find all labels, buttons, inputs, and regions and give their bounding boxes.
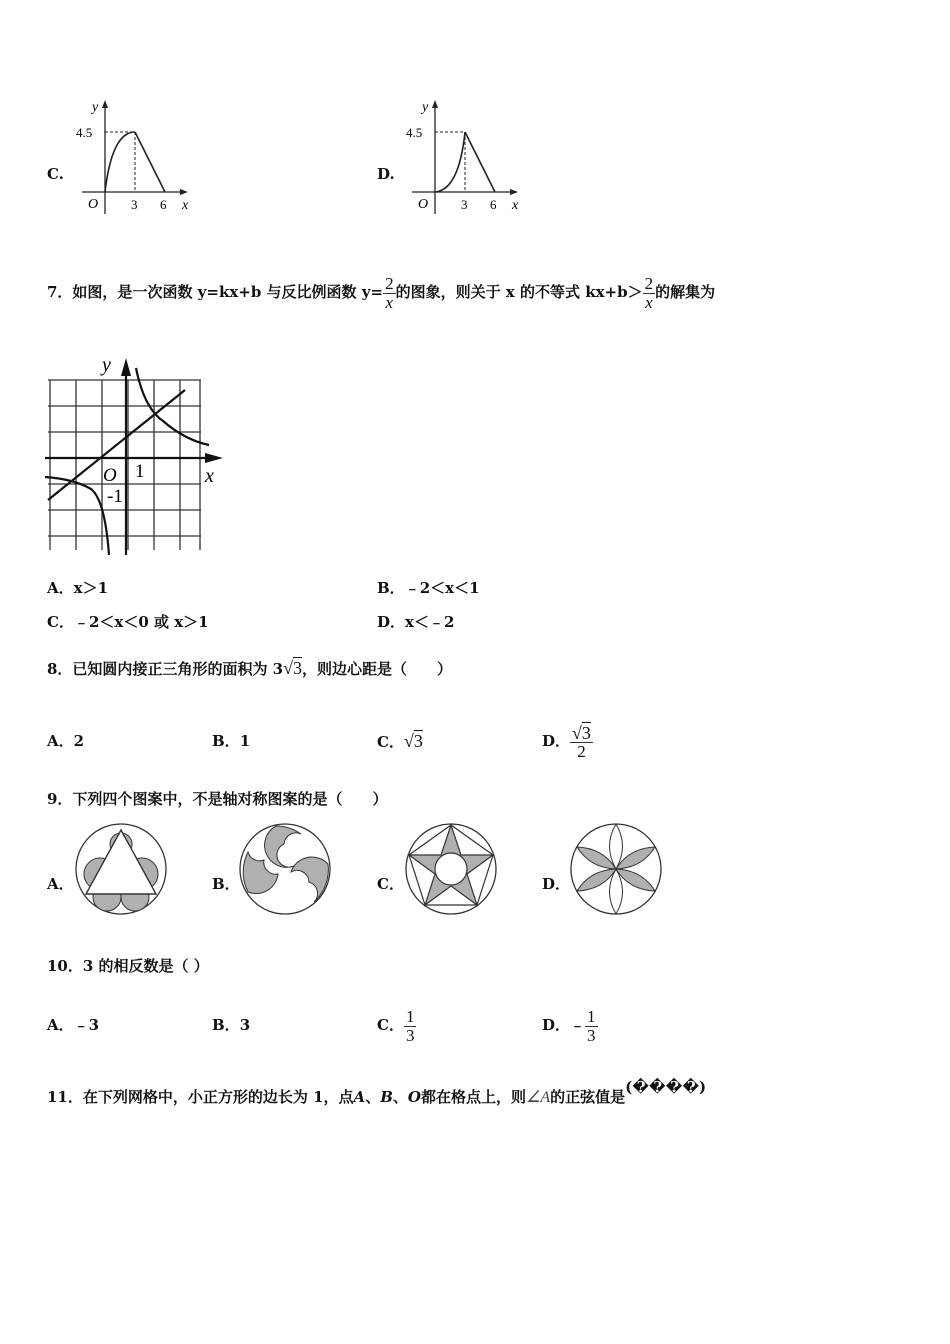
q10-question: 10．3 的相反数是（ ） — [47, 957, 209, 975]
frac-num: √3 — [572, 722, 591, 743]
option-label: B． — [212, 732, 240, 750]
curve-rise — [435, 132, 465, 192]
option-text: x＞1 — [73, 579, 109, 597]
q11-middle: 都在格点上，则 — [420, 1088, 526, 1106]
option-label: C． — [377, 733, 404, 751]
origin-label: O — [103, 465, 117, 486]
x-label: x — [205, 465, 214, 487]
q10-option-c[interactable] — [377, 991, 416, 1059]
hyperbola-branch-2 — [45, 477, 109, 555]
frac-num: 2 — [644, 273, 654, 293]
q7-fraction-1 — [383, 275, 396, 312]
fraction — [570, 724, 593, 761]
option-label: C． — [47, 613, 74, 631]
y-axis-arrow — [102, 100, 108, 108]
frac-den: 2 — [577, 741, 586, 761]
answer-blank: (����) — [625, 1078, 707, 1096]
q8-option-d[interactable] — [542, 707, 593, 775]
q9-figure-a — [72, 822, 172, 917]
angle-a: ∠A — [526, 1089, 551, 1106]
point-b: B — [380, 1088, 393, 1106]
frac-num: 1 — [587, 1006, 596, 1026]
q9-option-b-label[interactable]: B． — [212, 875, 240, 893]
q10-option-d[interactable] — [542, 991, 598, 1059]
fraction — [585, 1008, 598, 1045]
option-sign: ﹣ — [570, 1016, 586, 1034]
option-label: A． — [47, 1016, 74, 1034]
y-axis-arrow — [432, 100, 438, 108]
y-label: y — [102, 354, 111, 376]
frac-den: x — [645, 292, 653, 312]
option-label: A． — [47, 732, 74, 750]
q11-prefix: 11．在下列网格中，小正方形的边长为 1，点 — [47, 1088, 354, 1106]
frac-den: 3 — [587, 1025, 596, 1045]
option-label: A． — [47, 579, 74, 597]
option-text: 2 — [73, 732, 85, 750]
option-text: 1 — [239, 732, 251, 750]
q10-option-b[interactable] — [212, 1016, 250, 1034]
peak-label: 4.5 — [406, 125, 423, 140]
q9-figure-c — [402, 822, 502, 917]
q8-option-c[interactable] — [377, 732, 423, 751]
origin-label: O — [418, 197, 429, 212]
q7-graph — [45, 350, 230, 556]
sqrt-3: √3 — [403, 731, 423, 751]
frac-den: x — [385, 292, 394, 312]
y-label: y — [92, 100, 99, 115]
option-text: ﹣2＜x＜1 — [404, 579, 480, 597]
q9-option-d-label[interactable]: D． — [542, 875, 571, 893]
q7-option-b[interactable] — [377, 579, 480, 597]
origin-label: O — [88, 197, 99, 212]
y-label: y — [422, 100, 429, 115]
q6-option-d-label: D. — [377, 165, 395, 183]
tick-6: 6 — [160, 197, 167, 212]
q10-option-a[interactable] — [47, 1016, 99, 1034]
option-label: D． — [377, 613, 406, 631]
q8-suffix: ，则边心距是（ ） — [302, 660, 453, 678]
option-label: B． — [212, 1016, 240, 1034]
q7-option-d[interactable] — [377, 613, 454, 631]
x-axis-arrow — [510, 189, 518, 195]
option-text: ﹣3 — [73, 1016, 100, 1034]
option-label: B． — [377, 579, 405, 597]
q8-option-b[interactable] — [212, 732, 250, 750]
q9-figure-b — [236, 822, 336, 917]
option-label: D． — [542, 732, 571, 750]
q8-option-a[interactable] — [47, 732, 84, 750]
option-label: D． — [542, 1016, 571, 1034]
curve-fall — [465, 132, 495, 192]
tick-one: 1 — [135, 461, 145, 482]
tick-3: 3 — [131, 197, 138, 212]
separator: 、 — [392, 1088, 408, 1106]
grid-lines — [48, 380, 201, 550]
q8-prefix: 8．已知圆内接正三角形的面积为 3 — [47, 660, 284, 678]
q9-question: 9．下列四个图案中，不是轴对称图案的是（ ） — [47, 790, 388, 808]
q9-figure-d — [567, 822, 667, 917]
point-a: A — [353, 1088, 366, 1106]
option-label: C． — [377, 1016, 404, 1034]
fraction — [404, 1008, 417, 1045]
q6-option-c-label: C. — [47, 165, 64, 183]
point-o: O — [407, 1088, 421, 1106]
q7-option-a[interactable] — [47, 579, 108, 597]
option-text: 3 — [239, 1016, 251, 1034]
q11-question — [47, 1078, 707, 1107]
y-axis-arrow — [121, 358, 131, 376]
q7-suffix: 的解集为 — [655, 283, 716, 301]
frac-num: 1 — [405, 1006, 415, 1026]
q8-question — [47, 659, 452, 678]
tick-minus-one: -1 — [107, 486, 123, 507]
tick-6: 6 — [490, 197, 497, 212]
q7-prefix: 7．如图，是一次函数 y=kx+b 与反比例函数 y= — [47, 283, 384, 301]
frac-den: 3 — [405, 1025, 415, 1045]
peak-label: 4.5 — [76, 125, 93, 140]
frac-num: 2 — [385, 273, 394, 293]
sqrt-3: √3 — [283, 658, 302, 678]
x-label: x — [512, 198, 519, 213]
x-label: x — [182, 198, 189, 213]
tick-3: 3 — [461, 197, 468, 212]
q9-option-c-label[interactable]: C． — [377, 875, 404, 893]
q7-middle: 的图象，则关于 x 的不等式 kx+b＞ — [395, 283, 643, 301]
x-axis-arrow — [180, 189, 188, 195]
x-axis-arrow — [205, 453, 223, 463]
q7-question — [47, 264, 715, 320]
q11-suffix: 的正弦值是 — [550, 1088, 626, 1106]
q7-option-c[interactable] — [47, 613, 209, 631]
option-text: x＜﹣2 — [405, 613, 455, 631]
q6-graph-c — [72, 96, 202, 222]
option-text: ﹣2＜x＜0 或 x＞1 — [73, 613, 209, 631]
q9-option-a-label[interactable]: A． — [47, 875, 74, 893]
separator: 、 — [365, 1088, 381, 1106]
q6-graph-d — [402, 96, 532, 222]
curve-fall — [135, 132, 165, 192]
inner-circle — [435, 853, 467, 885]
curve-rise — [105, 132, 135, 192]
q7-fraction-2 — [643, 275, 656, 312]
